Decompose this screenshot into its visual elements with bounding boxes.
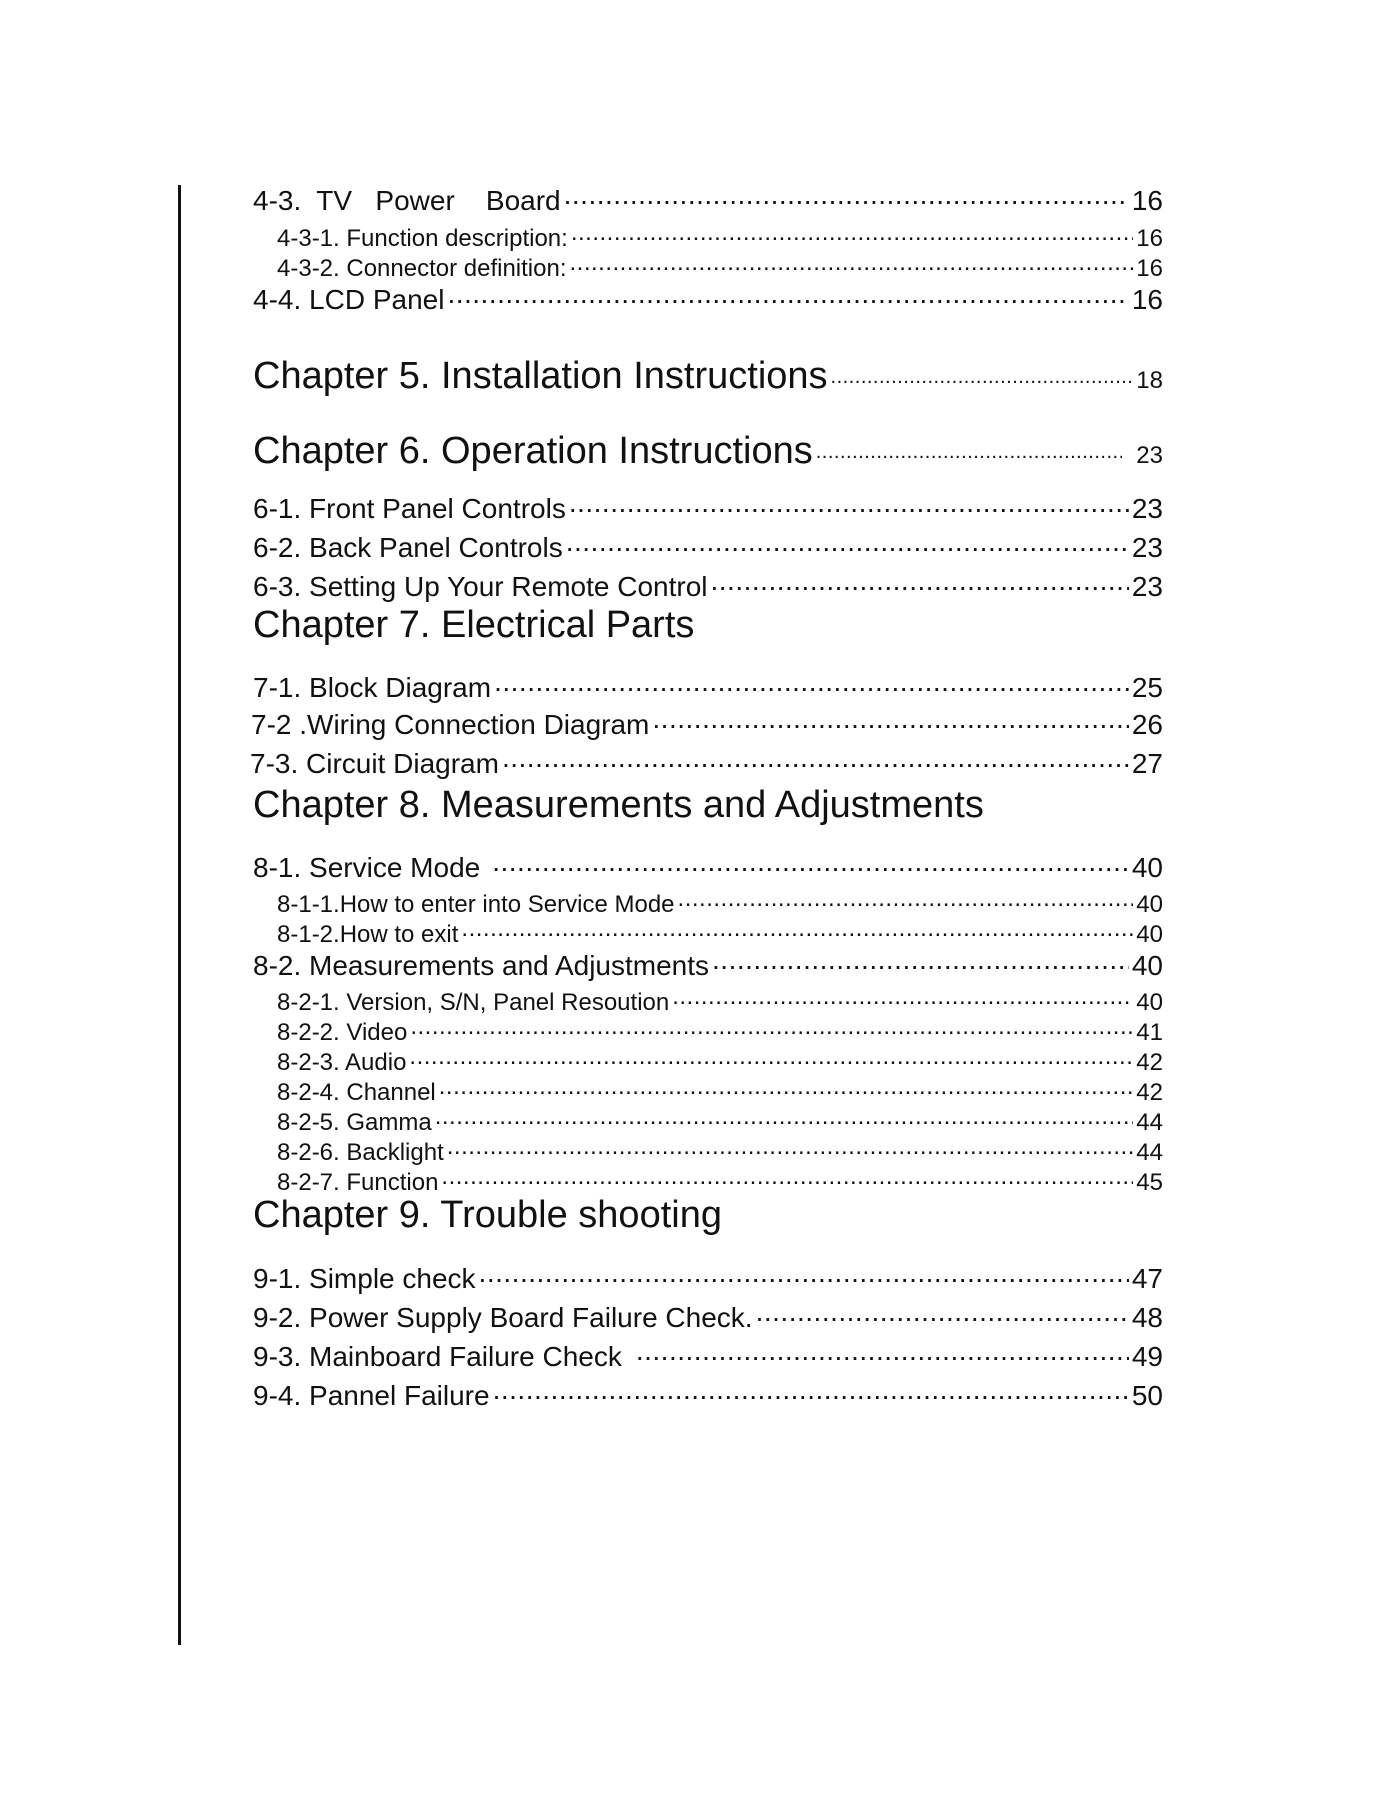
toc-entry-title: Chapter 5. Installation Instructions xyxy=(253,355,828,397)
toc-entry-page: 45 xyxy=(1136,1169,1163,1196)
dot-leader xyxy=(447,1136,1134,1160)
toc-entry-8-2-6[interactable] xyxy=(253,1136,1163,1165)
dot-leader xyxy=(816,425,1123,463)
toc-entry-title: 7-2 .Wiring Connection Diagram xyxy=(251,709,650,740)
toc-entry-page: 23 xyxy=(1136,442,1163,469)
toc-entry-page: 47 xyxy=(1131,1263,1163,1294)
toc-entry-page: 23 xyxy=(1131,493,1163,524)
dot-leader xyxy=(570,252,1134,276)
dot-leader xyxy=(439,1076,1134,1100)
toc-entry-8-2-1[interactable] xyxy=(253,986,1163,1015)
dot-leader xyxy=(636,1338,1129,1366)
toc-entry-page: 26 xyxy=(1131,709,1163,740)
dot-leader xyxy=(564,182,1129,210)
dot-leader xyxy=(479,1260,1129,1288)
toc-entry-page: 16 xyxy=(1131,284,1163,315)
dot-leader xyxy=(502,745,1129,773)
dot-leader xyxy=(435,1106,1134,1130)
toc-entry-8-1[interactable] xyxy=(253,849,1163,882)
toc-entry-page: 44 xyxy=(1136,1139,1163,1166)
toc-entry-page: 40 xyxy=(1136,891,1163,918)
toc-entry-title: 8-2-7. Function xyxy=(277,1169,439,1196)
dot-leader xyxy=(410,1016,1133,1040)
toc-entry-page: 40 xyxy=(1131,950,1163,981)
toc-entry-9-4[interactable] xyxy=(253,1377,1163,1410)
toc-entry-6-3[interactable] xyxy=(253,568,1163,601)
dot-leader xyxy=(566,529,1129,557)
toc-entry-9-3[interactable] xyxy=(253,1338,1163,1371)
toc-entry-4-3[interactable] xyxy=(253,182,1163,215)
dot-leader xyxy=(441,1166,1133,1190)
toc-entry-chapter-6[interactable] xyxy=(253,425,1163,470)
toc-entry-title: 7-1. Block Diagram xyxy=(253,672,492,703)
toc-entry-page: 50 xyxy=(1131,1380,1163,1411)
toc-entry-title: 7-3. Circuit Diagram xyxy=(250,748,499,779)
toc-entry-8-2-7[interactable] xyxy=(253,1166,1163,1195)
toc-entry-7-1[interactable] xyxy=(253,669,1163,702)
toc-entry-title: 6-1. Front Panel Controls xyxy=(253,493,566,524)
toc-entry-page: 23 xyxy=(1131,571,1163,602)
toc-entry-page: 16 xyxy=(1131,185,1163,216)
toc-entry-title: 9-3. Mainboard Failure Check xyxy=(253,1341,622,1372)
left-margin-rule xyxy=(178,185,181,1645)
toc-entry-4-3-1[interactable] xyxy=(253,222,1163,251)
toc-entry-page: 40 xyxy=(1136,989,1163,1016)
toc-entry-title: Chapter 9. Trouble shooting xyxy=(253,1194,722,1236)
toc-entry-9-1[interactable] xyxy=(253,1260,1163,1293)
toc-heading-chapter-8[interactable] xyxy=(253,786,1163,824)
toc-entry-title: 4-4. LCD Panel xyxy=(253,284,445,315)
toc-entry-title: 9-4. Pannel Failure xyxy=(253,1380,490,1411)
toc-entry-page: 40 xyxy=(1136,921,1163,948)
toc-entry-page: 25 xyxy=(1131,672,1163,703)
dot-leader xyxy=(493,1377,1129,1405)
toc-entry-4-4[interactable] xyxy=(253,281,1163,314)
toc-entry-7-3[interactable] xyxy=(250,745,1163,778)
toc-entry-8-2-2[interactable] xyxy=(253,1016,1163,1045)
toc-entry-title: 4-3-1. Function description: xyxy=(277,225,568,252)
dot-leader xyxy=(712,947,1129,975)
toc-heading-chapter-7[interactable] xyxy=(253,606,1163,644)
dot-leader xyxy=(571,222,1133,246)
dot-leader xyxy=(652,706,1128,734)
toc-entry-page: 42 xyxy=(1136,1079,1163,1106)
toc-entry-title: 8-1. Service Mode xyxy=(253,852,481,883)
toc-entry-8-2-3[interactable] xyxy=(253,1046,1163,1075)
toc-entry-8-2-4[interactable] xyxy=(253,1076,1163,1105)
dot-leader xyxy=(672,986,1133,1010)
toc-entry-6-2[interactable] xyxy=(253,529,1163,562)
toc-entry-page: 18 xyxy=(1136,367,1163,394)
toc-entry-title: Chapter 8. Measurements and Adjustments xyxy=(253,784,984,826)
toc-entry-6-1[interactable] xyxy=(253,490,1163,523)
toc-entry-title: Chapter 7. Electrical Parts xyxy=(253,604,695,646)
toc-entry-title: 8-2-6. Backlight xyxy=(277,1139,444,1166)
toc-entry-page: 48 xyxy=(1131,1302,1163,1333)
toc-entry-8-2-5[interactable] xyxy=(253,1106,1163,1135)
toc-entry-title: 4-3-2. Connector definition: xyxy=(277,255,567,282)
dot-leader xyxy=(461,918,1133,942)
toc-entry-8-1-2[interactable] xyxy=(253,918,1163,947)
toc-entry-title: 8-2-2. Video xyxy=(277,1019,408,1046)
dot-leader xyxy=(492,849,1129,877)
toc-entry-title: 6-3. Setting Up Your Remote Control xyxy=(253,571,708,602)
toc-entry-title: 8-1-1.How to enter into Service Mode xyxy=(277,891,675,918)
toc-entry-title: 8-2-5. Gamma xyxy=(277,1109,432,1136)
dot-leader xyxy=(494,669,1129,697)
toc-entry-8-1-1[interactable] xyxy=(253,888,1163,917)
toc-entry-chapter-5[interactable] xyxy=(253,350,1163,395)
toc-entry-title: 8-2-1. Version, S/N, Panel Resoution xyxy=(277,989,670,1016)
toc-entry-title: 8-2-3. Audio xyxy=(277,1049,407,1076)
dot-leader xyxy=(678,888,1134,912)
toc-entry-page: 16 xyxy=(1136,225,1163,252)
toc-entry-page: 49 xyxy=(1131,1341,1163,1372)
dot-leader xyxy=(831,350,1134,388)
toc-entry-title: 4-3. TV Power Board xyxy=(253,185,561,216)
dot-leader xyxy=(569,490,1129,518)
dot-leader xyxy=(710,568,1128,596)
toc-entry-title: Chapter 6. Operation Instructions xyxy=(253,430,813,472)
toc-entry-title: 9-2. Power Supply Board Failure Check. xyxy=(253,1302,753,1333)
toc-heading-chapter-9[interactable] xyxy=(253,1196,1163,1234)
toc-entry-page: 44 xyxy=(1136,1109,1163,1136)
toc-entry-8-2[interactable] xyxy=(253,947,1163,980)
toc-entry-page: 23 xyxy=(1131,532,1163,563)
table-of-contents xyxy=(250,0,1163,1812)
dot-leader xyxy=(756,1299,1129,1327)
toc-entry-page: 41 xyxy=(1136,1019,1163,1046)
toc-entry-title: 8-2-4. Channel xyxy=(277,1079,436,1106)
toc-entry-9-2[interactable] xyxy=(253,1299,1163,1332)
toc-entry-page: 42 xyxy=(1136,1049,1163,1076)
toc-entry-title: 8-2. Measurements and Adjustments xyxy=(253,950,710,981)
toc-entry-7-2[interactable] xyxy=(251,706,1163,739)
toc-entry-title: 9-1. Simple check xyxy=(253,1263,476,1294)
toc-entry-page: 40 xyxy=(1131,852,1163,883)
toc-entry-title: 8-1-2.How to exit xyxy=(277,921,459,948)
dot-leader xyxy=(447,281,1128,309)
dot-leader xyxy=(409,1046,1133,1070)
toc-entry-page: 16 xyxy=(1136,255,1163,282)
toc-entry-4-3-2[interactable] xyxy=(253,252,1163,281)
toc-entry-page: 27 xyxy=(1131,748,1163,779)
toc-entry-title: 6-2. Back Panel Controls xyxy=(253,532,563,563)
